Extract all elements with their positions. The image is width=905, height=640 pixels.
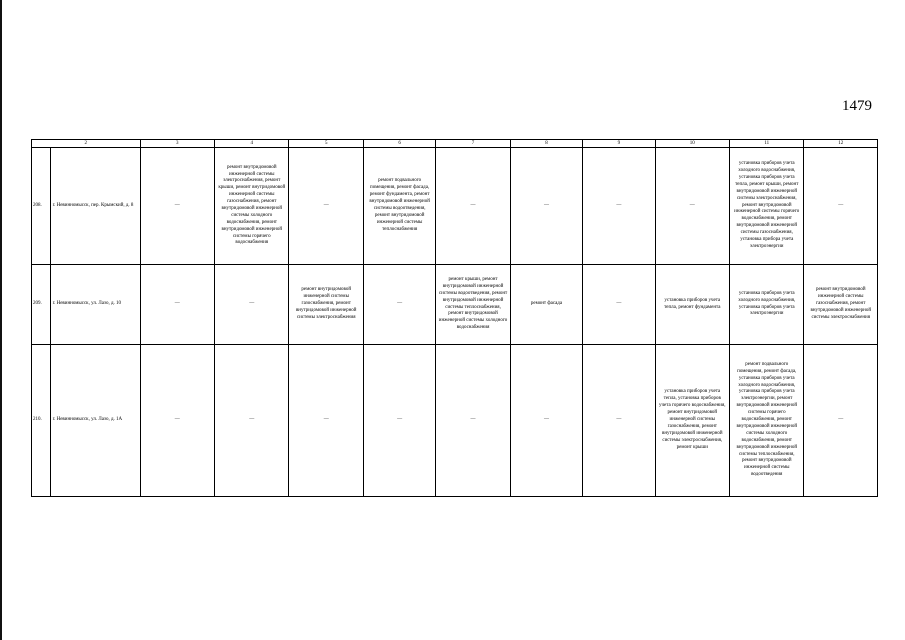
cell: установка приборов учета тепла, ремонт фундамента xyxy=(655,265,729,345)
column-header: 5 xyxy=(289,140,363,148)
column-number-row xyxy=(32,140,878,148)
cell: ремонт фасада xyxy=(510,265,582,345)
row-address: г. Невинномысск, ул. Лазо, д. 1А xyxy=(50,345,140,497)
cell: — xyxy=(289,148,363,265)
cell: ремонт подвального помещения, ремонт фасада, установка приборов учета холодного водоснабжения, установка приборов учета электроэнергии, ремонт внутридомовой инженерной системы горячего водоснабжения, ремонт внутридомовой инженерной системы холодного водоснабжения, ремонт внутридомовой инженерной системы теплоснабжения, ремонт внутридомовой инженерной системы водоотведения xyxy=(730,345,804,497)
cell: ремонт крыши, ремонт внутридомовой инженерной системы водоотведения, ремонт внутридомовой инженерной системы теплоснабжения, ремонт внутридомовой инженерной системы холодного водоснабжения xyxy=(436,265,510,345)
column-header: 10 xyxy=(655,140,729,148)
cell: — xyxy=(140,345,214,497)
cell: — xyxy=(436,345,510,497)
cell: — xyxy=(583,148,655,265)
cell: — xyxy=(804,345,878,497)
cell: установка приборов учета холодного водоснабжения, установка приборов учета тепла, ремонт крыши, ремонт внутридомовой инженерной системы электроснабжения, ремонт внутридомовой инженерной системы горячего водоснабжения, ремонт внутридомовой инженерной системы газоснабжения, установка прибора учета электроэнергии xyxy=(730,148,804,265)
cell: ремонт подвального помещения, ремонт фасада, ремонт фундамента, ремонт внутридомовой инженерной системы водоотведения, ремонт внутридомовой инженерной системы теплоснабжения xyxy=(363,148,435,265)
cell: ремонт внутридомовой инженерной системы газоснабжения, ремонт внутридомовой инженерной системы электроснабжения xyxy=(289,265,363,345)
cell: ремонт внутридомовой инженерной системы электроснабжения, ремонт крыши, ремонт внутридомовой инженерной системы газоснабжения, ремонт внутридомовой инженерной системы холодного водоснабжения, ремонт внутридомовой инженерной системы горячего водоснабжения xyxy=(215,148,289,265)
page-left-edge xyxy=(0,0,2,640)
row-address: г. Невинномысск, пер. Крымский, д. 8 xyxy=(50,148,140,265)
cell: установка приборов учета тепла, установка приборов учета горячего водоснабжения, ремонт внутридомовой инженерной системы газоснабжения, ремонт внутридомовой инженерной системы электроснабжения, ремонт крыши xyxy=(655,345,729,497)
row-number: 209. xyxy=(32,265,51,345)
row-number: 210. xyxy=(32,345,51,497)
column-header: 9 xyxy=(583,140,655,148)
cell: — xyxy=(436,148,510,265)
column-header: 8 xyxy=(510,140,582,148)
register-table xyxy=(31,139,878,497)
cell: — xyxy=(140,148,214,265)
cell: — xyxy=(804,148,878,265)
column-header: 12 xyxy=(804,140,878,148)
cell: — xyxy=(215,345,289,497)
cell: — xyxy=(583,265,655,345)
table-row xyxy=(32,265,878,345)
cell: — xyxy=(289,345,363,497)
row-number: 208. xyxy=(32,148,51,265)
cell: — xyxy=(655,148,729,265)
column-header: 2 xyxy=(32,140,141,148)
column-header: 7 xyxy=(436,140,510,148)
cell: — xyxy=(510,345,582,497)
column-header: 6 xyxy=(363,140,435,148)
cell: — xyxy=(510,148,582,265)
column-header: 4 xyxy=(215,140,289,148)
table-row xyxy=(32,148,878,265)
column-header: 3 xyxy=(140,140,214,148)
cell: — xyxy=(583,345,655,497)
cell: — xyxy=(363,265,435,345)
table-row xyxy=(32,345,878,497)
cell: — xyxy=(363,345,435,497)
cell: установка приборов учета холодного водоснабжения, установка приборов учета электроэнергии xyxy=(730,265,804,345)
row-address: г. Невинномысск, ул. Лазо, д. 10 xyxy=(50,265,140,345)
cell: ремонт внутридомовой инженерной системы газоснабжения, ремонт внутридомовой инженерной системы электроснабжения xyxy=(804,265,878,345)
column-header: 11 xyxy=(730,140,804,148)
cell: — xyxy=(140,265,214,345)
page-number: 1479 xyxy=(842,98,872,114)
cell: — xyxy=(215,265,289,345)
